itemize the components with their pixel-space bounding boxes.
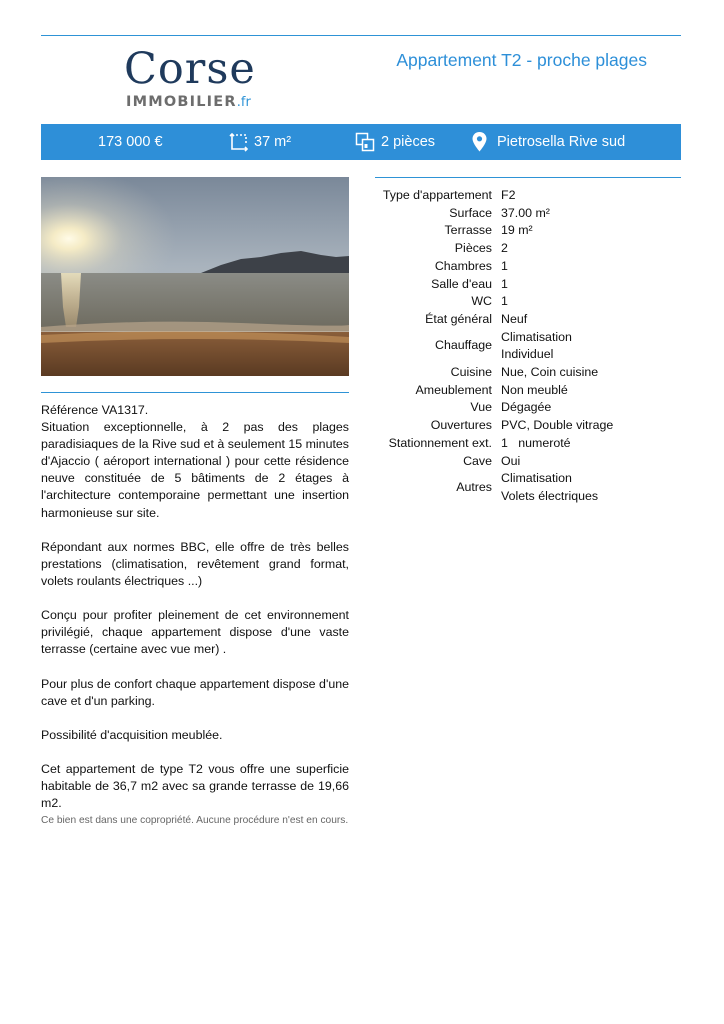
spec-row [375,453,681,471]
property-photo [41,177,349,376]
spec-label: Chambres [434,258,492,273]
spec-label: Chauffage [435,338,492,353]
spec-value: 19 m² [501,223,533,238]
spec-value: Dégagée [501,400,552,415]
corse-immobilier-logo[interactable] [124,44,274,116]
surface-value: 37 m² [254,134,292,150]
spec-value [501,329,681,364]
spec-row [375,258,681,276]
spec-label: Ouvertures [430,418,492,433]
spec-value: Nue, Coin cuisine [501,365,599,380]
spec-row [375,205,681,223]
info-bar [41,124,681,160]
description-divider [41,392,349,393]
rooms-info [355,124,465,160]
spec-value: 1 [501,258,508,273]
description-paragraph: Conçu pour profiter pleinement de cet environnement privilégié, chaque appartement dispose d'une vaste terrasse (certaine avec vue mer) . [41,608,349,657]
location-value: Pietrosella Rive sud [497,134,626,150]
rooms-value: 2 pièces [381,134,436,150]
spec-row [375,329,681,364]
spec-label: Type d'appartement [382,188,492,202]
spec-value: Neuf [501,311,528,326]
description [41,402,349,829]
location-pin-icon [472,132,487,152]
spec-row [375,240,681,258]
description-paragraph: Cet appartement de type T2 vous offre une superficie habitable de 36,7 m2 avec sa grande terrasse de 19,66 m2. [41,761,349,811]
rooms-icon [355,132,375,152]
spec-value: F2 [501,188,516,202]
spec-label: Autres [456,480,492,495]
spec-value: 1 [501,294,508,309]
spec-value [501,470,681,505]
spec-value-line: Climatisation [501,329,572,344]
spec-label: Cuisine [450,365,492,380]
logo-suffix: .fr [236,95,251,110]
logo-subtitle-text: IMMOBILIER [126,94,237,110]
spec-value: 1 [501,276,508,291]
spec-row [375,222,681,240]
location-info [471,124,671,160]
spec-label: Ameublement [415,382,492,397]
spec-value-line: Climatisation [501,471,572,486]
property-specs-table [375,187,681,506]
spec-row [375,293,681,311]
price: 173 000 € [98,134,163,150]
spec-value: 2 [501,241,508,256]
spec-row [375,417,681,435]
spec-label: Vue [470,400,492,415]
spec-row [375,364,681,382]
spec-label: État général [425,311,492,326]
spec-label: Stationnement ext. [388,435,492,450]
logo-subtitle [126,94,251,110]
spec-row [375,276,681,294]
spec-row [375,187,681,205]
spec-value: PVC, Double vitrage [501,418,614,433]
spec-row [375,382,681,400]
spec-row [375,311,681,329]
spec-label: Pièces [454,241,492,256]
spec-value: Oui [501,453,521,468]
spec-label: Salle d'eau [431,276,492,291]
spec-value: Non meublé [501,382,568,397]
logo-wordmark: Corse [124,44,256,94]
spec-row [375,470,681,505]
spec-value-line: Individuel [501,347,554,362]
description-paragraph: Pour plus de confort chaque appartement dispose d'une cave et d'un parking. [41,676,349,708]
spec-row [375,435,681,453]
spec-label: Terrasse [444,223,492,238]
spec-value-line: Volets électriques [501,488,599,503]
page-title: Appartement T2 - proche plages [396,50,647,70]
spec-row [375,399,681,417]
spec-label: Cave [463,453,492,468]
surface-info [229,124,329,160]
specs-divider [375,177,681,178]
top-divider [41,35,681,36]
description-paragraph: Répondant aux normes BBC, elle offre de très belles prestations (climatisation, revêtement grand format, volets roulants électriques ...) [41,539,349,588]
spec-value: 37.00 m² [501,205,550,220]
spec-label: Surface [449,205,492,220]
copropriete-note: Ce bien est dans une copropriété. Aucune procédure n'est en cours. [41,815,349,827]
surface-icon [229,132,249,152]
spec-label: WC [471,294,492,309]
description-paragraph: Référence VA1317. Situation exceptionnelle, à 2 pas des plages paradisiaques de la Rive sud et à seulement 15 minutes d'Ajaccio ( aéroport international ) pour cette résidence neuve constituée de 5 bâtiments de 2 étages à l'architecture contemporaine permettant une insertion harmonieuse sur site. [41,403,349,520]
description-paragraph: Possibilité d'acquisition meublée. [41,727,223,742]
spec-value: 1 numeroté [501,435,571,450]
